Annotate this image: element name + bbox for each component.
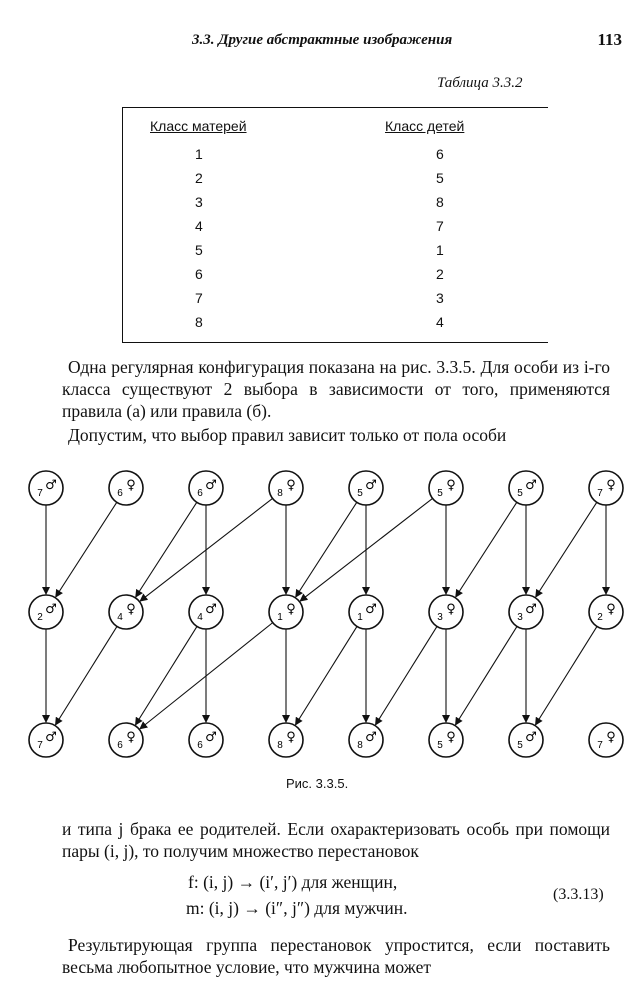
diagram-node — [429, 723, 463, 757]
table-cell-mother: 6 — [195, 266, 203, 282]
node-label: 5 — [437, 488, 443, 499]
node-label: 6 — [197, 740, 203, 751]
page-number: 113 — [597, 30, 622, 49]
figure-caption: Рис. 3.3.5. — [286, 776, 349, 791]
female-symbol-icon: ♀ — [446, 730, 456, 745]
diagram-node — [189, 723, 223, 757]
table-cell-child: 5 — [436, 170, 444, 186]
body-paragraph: Допустим, что выбор правил зависит только от пола особи — [68, 425, 507, 445]
table-cell-child: 4 — [436, 314, 444, 330]
female-symbol-icon: ♀ — [446, 478, 456, 493]
diagram-node — [589, 595, 623, 629]
node-label: 2 — [597, 612, 603, 623]
column-header-children: Класс детей — [385, 118, 465, 134]
equation-female: f: (i, j) → (i′, j′) для женщин, — [188, 872, 398, 892]
diagram-node — [349, 723, 383, 757]
female-symbol-icon: ♀ — [286, 730, 296, 745]
node-label: 3 — [437, 612, 443, 623]
female-symbol-icon: ♀ — [286, 478, 296, 493]
diagram-node — [589, 723, 623, 757]
diagram-node — [109, 595, 143, 629]
node-label: 7 — [37, 740, 43, 751]
diagram-arrow — [296, 502, 357, 597]
table-cell-child: 8 — [436, 194, 444, 210]
node-label: 4 — [117, 612, 123, 623]
diagram-node — [189, 595, 223, 629]
male-symbol-icon: ♂ — [365, 730, 377, 745]
diagram-arrow — [136, 502, 197, 597]
diagram-node — [269, 595, 303, 629]
class-table — [122, 107, 548, 343]
body-paragraph: Результирующая группа перестановок упростится, если поставить весьма любопытное условие, что мужчина может — [62, 935, 610, 977]
kinship-diagram — [0, 462, 640, 774]
node-label: 7 — [37, 488, 43, 499]
female-symbol-icon: ♀ — [446, 602, 456, 617]
node-label: 6 — [117, 740, 123, 751]
table-caption: Таблица 3.3.2 — [437, 75, 523, 91]
diagram-node — [429, 471, 463, 505]
table-cell-mother: 1 — [195, 146, 203, 162]
diagram-arrow — [536, 626, 597, 724]
diagram-node — [189, 471, 223, 505]
node-label: 5 — [357, 488, 363, 499]
node-label: 5 — [517, 740, 523, 751]
diagram-node — [269, 471, 303, 505]
table-cell-child: 1 — [436, 242, 444, 258]
male-symbol-icon: ♂ — [525, 730, 537, 745]
diagram-arrow — [56, 626, 117, 724]
node-label: 4 — [197, 612, 203, 623]
node-label: 8 — [357, 740, 363, 751]
male-symbol-icon: ♂ — [45, 730, 57, 745]
node-label: 7 — [597, 488, 603, 499]
diagram-node — [349, 471, 383, 505]
table-cell-mother: 8 — [195, 314, 203, 330]
node-label: 8 — [277, 740, 283, 751]
equation-male: m: (i, j) → (i″, j″) для мужчин. — [186, 898, 408, 918]
node-label: 1 — [277, 612, 283, 623]
node-label: 7 — [597, 740, 603, 751]
column-header-mothers: Класс матерей — [150, 118, 247, 134]
diagram-arrow — [456, 626, 517, 724]
table-cell-child: 2 — [436, 266, 444, 282]
female-symbol-icon: ♀ — [126, 602, 136, 617]
male-symbol-icon: ♂ — [525, 602, 537, 617]
table-cell-mother: 2 — [195, 170, 203, 186]
diagram-node — [269, 723, 303, 757]
node-label: 1 — [357, 612, 363, 623]
male-symbol-icon: ♂ — [365, 602, 377, 617]
table-cell-mother: 5 — [195, 242, 203, 258]
male-symbol-icon: ♂ — [525, 478, 537, 493]
female-symbol-icon: ♀ — [606, 602, 616, 617]
male-symbol-icon: ♂ — [45, 478, 57, 493]
diagram-node — [589, 471, 623, 505]
diagram-arrow — [376, 626, 437, 724]
diagram-node — [349, 595, 383, 629]
female-symbol-icon: ♀ — [286, 602, 296, 617]
node-label: 3 — [517, 612, 523, 623]
equation-number: (3.3.13) — [553, 886, 604, 903]
node-label: 2 — [37, 612, 43, 623]
male-symbol-icon: ♂ — [205, 478, 217, 493]
female-symbol-icon: ♀ — [606, 730, 616, 745]
diagram-arrow — [296, 626, 357, 724]
diagram-node — [109, 471, 143, 505]
node-label: 5 — [517, 488, 523, 499]
diagram-arrow — [536, 502, 597, 597]
node-label: 6 — [197, 488, 203, 499]
page-header — [192, 30, 622, 54]
body-paragraph: Одна регулярная конфигурация показана на рис. 3.3.5. Для особи из i-го класса существуют 2 выбора в зависимости от того, применяются правила (а) или правила (б). — [62, 357, 610, 421]
table-cell-child: 7 — [436, 218, 444, 234]
male-symbol-icon: ♂ — [205, 730, 217, 745]
table-cell-child: 3 — [436, 290, 444, 306]
male-symbol-icon: ♂ — [365, 478, 377, 493]
node-label: 5 — [437, 740, 443, 751]
diagram-nodes — [29, 471, 623, 757]
diagram-node — [509, 595, 543, 629]
female-symbol-icon: ♀ — [126, 478, 136, 493]
table-cell-mother: 3 — [195, 194, 203, 210]
running-head: 3.3. Другие абстрактные изображения — [192, 32, 453, 48]
diagram-node — [29, 471, 63, 505]
diagram-node — [429, 595, 463, 629]
diagram-node — [509, 723, 543, 757]
diagram-arrow — [136, 626, 197, 724]
node-label: 6 — [117, 488, 123, 499]
female-symbol-icon: ♀ — [126, 730, 136, 745]
male-symbol-icon: ♂ — [205, 602, 217, 617]
table-cell-mother: 7 — [195, 290, 203, 306]
diagram-node — [29, 723, 63, 757]
diagram-arrow — [56, 502, 117, 597]
diagram-node — [509, 471, 543, 505]
diagram-node — [29, 595, 63, 629]
diagram-node — [109, 723, 143, 757]
female-symbol-icon: ♀ — [606, 478, 616, 493]
table-cell-child: 6 — [436, 146, 444, 162]
diagram-arrow — [456, 502, 517, 597]
table-cell-mother: 4 — [195, 218, 203, 234]
node-label: 8 — [277, 488, 283, 499]
body-paragraph: и типа j брака ее родителей. Если охарактеризовать особь при помощи пары (i, j), то получим множество перестановок — [62, 819, 610, 861]
male-symbol-icon: ♂ — [45, 602, 57, 617]
